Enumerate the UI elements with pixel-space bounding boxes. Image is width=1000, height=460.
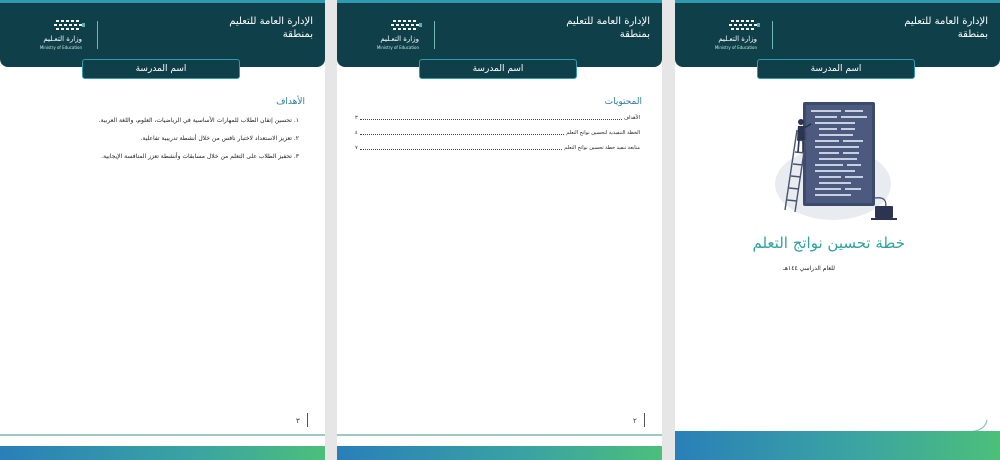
page-header xyxy=(675,0,1000,67)
toc-entry-page: ٣ xyxy=(355,115,358,121)
logo-arabic-text: وزارة التعـليم xyxy=(718,35,757,43)
toc-entry-label: الخطة التنفيذية لتحسين نواتج التعلم xyxy=(566,130,640,136)
cover-subtitle: للعام الدراسي ١٤٤هـ xyxy=(783,265,835,272)
header-title-line2: بمنطقة xyxy=(282,29,313,40)
footer-line xyxy=(337,434,662,436)
objective-item: ١. تحسين إتقان الطلاب للمهارات الأساسية في الرياضيات، العلوم، واللغة العربية. xyxy=(98,117,299,124)
toc-leader-dots xyxy=(360,119,622,120)
objective-item: ٣. تحفيز الطلاب على التعلم من خلال مسابقات وأنشطة تعزز المنافسة الإيجابية. xyxy=(101,153,299,160)
header-title-line2: بمنطقة xyxy=(619,29,650,40)
logo-divider xyxy=(434,21,435,49)
logo-english-text: Ministry of Education xyxy=(39,45,82,50)
page-number: ٢ xyxy=(633,417,637,425)
logo-english-text: Ministry of Education xyxy=(714,45,757,50)
footer-bar xyxy=(337,446,662,460)
logo-arabic-text: وزارة التعـليم xyxy=(43,35,82,43)
footer-line xyxy=(0,434,325,436)
document-page-cover xyxy=(675,0,1000,460)
ministry-logo-icon xyxy=(391,19,423,33)
school-name-tab: اسم المدرسة xyxy=(757,59,915,79)
toc-entry-page: ٤ xyxy=(355,130,358,136)
page-header xyxy=(337,0,662,67)
toc-entry-plan[interactable] xyxy=(355,127,640,136)
header-title xyxy=(500,15,650,41)
objective-item: ٢. تعزيز الاستعداد لاختبار نافس من خلال أنشطة تدريبية تفاعلية. xyxy=(140,135,299,142)
page-number: ٣ xyxy=(296,417,300,425)
page-number-divider xyxy=(307,413,308,427)
school-name-tab: اسم المدرسة xyxy=(82,59,240,79)
cover-footer-bar xyxy=(675,431,1000,460)
header-title-line2: بمنطقة xyxy=(957,29,988,40)
header-title-line1: الإدارة العامة للتعليم xyxy=(566,16,650,27)
ministry-logo-icon xyxy=(54,19,86,33)
school-name-tab: اسم المدرسة xyxy=(419,59,577,79)
toc-entry-label: الأهداف xyxy=(623,115,640,121)
logo-english-text: Ministry of Education xyxy=(376,45,419,50)
header-title xyxy=(838,15,988,41)
toc-entry-followup[interactable] xyxy=(355,142,640,151)
document-page-contents xyxy=(337,0,662,460)
toc-entry-objectives[interactable] xyxy=(355,112,640,121)
ministry-logo xyxy=(349,17,431,53)
logo-divider xyxy=(97,21,98,49)
header-title-line1: الإدارة العامة للتعليم xyxy=(229,16,313,27)
contents-title: المحتويات xyxy=(604,97,642,107)
cover-title: خطة تحسين نواتج التعلم xyxy=(752,234,905,252)
person-on-ladder-illustration xyxy=(771,100,907,224)
page-number-divider xyxy=(644,413,645,427)
footer-bar xyxy=(0,446,325,460)
toc-leader-dots xyxy=(360,134,565,135)
ministry-logo xyxy=(687,17,769,53)
header-title xyxy=(163,15,313,41)
toc-leader-dots xyxy=(360,149,563,150)
toc-entry-page: ٧ xyxy=(355,145,358,151)
document-page-objectives xyxy=(0,0,325,460)
objectives-title: الأهداف xyxy=(276,97,305,107)
ministry-logo xyxy=(12,17,94,53)
ministry-logo-icon xyxy=(729,19,761,33)
toc-entry-label: متابعة تنفيذ خطة تحسين نواتج التعلم xyxy=(564,145,640,151)
page-header xyxy=(0,0,325,67)
logo-divider xyxy=(772,21,773,49)
logo-arabic-text: وزارة التعـليم xyxy=(380,35,419,43)
header-title-line1: الإدارة العامة للتعليم xyxy=(904,16,988,27)
